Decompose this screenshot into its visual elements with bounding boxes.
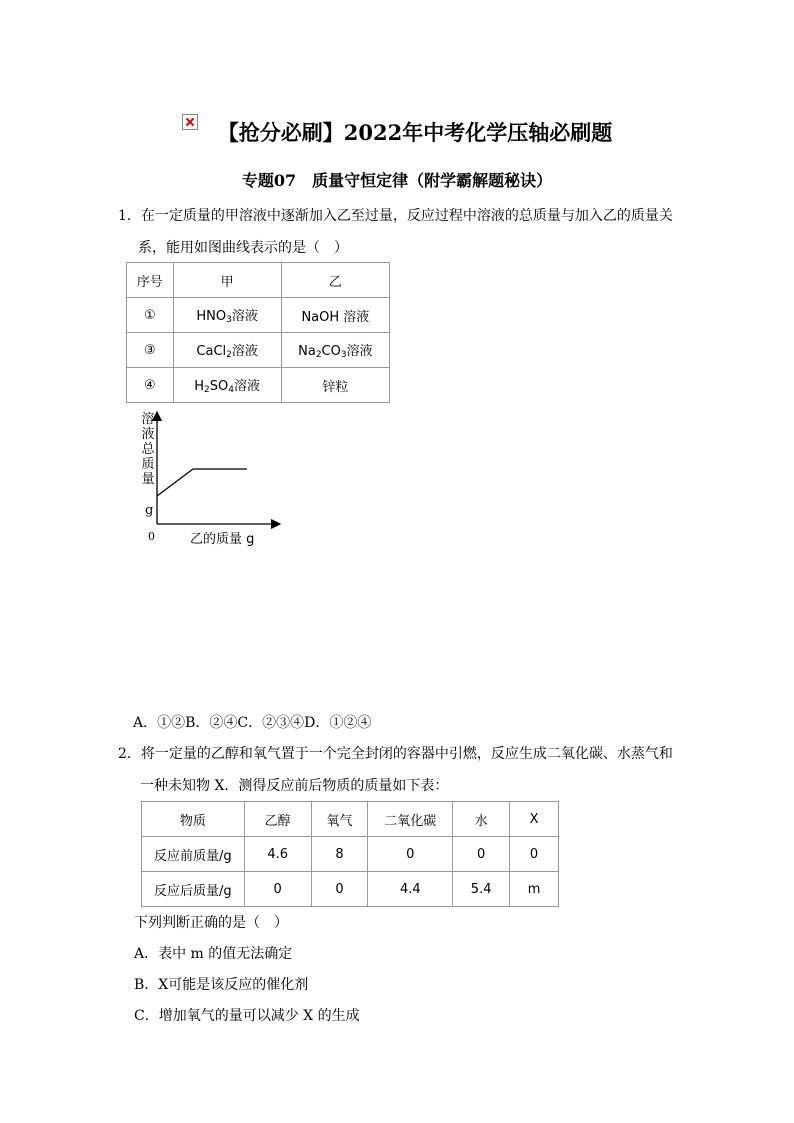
table-cell: $Na_2CO_3$溶液 [281, 333, 389, 368]
table-row [127, 368, 390, 403]
table-cell: 5.4 [453, 872, 510, 907]
table-cell: 0 [510, 837, 559, 872]
table-header-cell: 序号 [127, 263, 174, 298]
table-cell: 4.6 [244, 837, 311, 872]
x-axis-label: 乙的质量 g [190, 532, 255, 547]
table-header-row [127, 263, 390, 298]
table-cell: 反应后质量/g [142, 872, 245, 907]
table-header-row [142, 802, 559, 837]
table-cell: NaOH 溶液 [281, 298, 389, 333]
q2-option-b: B．X可能是该反应的催化剂 [134, 977, 309, 993]
table-cell: 0 [368, 837, 453, 872]
table-cell: 4.4 [368, 872, 453, 907]
q1-line1: 1．在一定质量的甲溶液中逐渐加入乙至过量，反应过程中溶液的总质量与加入乙的质量关 [118, 208, 673, 224]
table-cell: m [510, 872, 559, 907]
q1-options: A．①②B．②④C．②③④D．①②④ [133, 715, 372, 731]
table-header-cell: 二氧化碳 [368, 802, 453, 837]
table-cell: 反应前质量/g [142, 837, 245, 872]
y-axis-unit: g [145, 503, 154, 518]
table-header-cell: 乙 [281, 263, 389, 298]
table-cell: ① [127, 298, 174, 333]
table-cell: 0 [311, 872, 368, 907]
table-cell: ④ [127, 368, 174, 403]
origin-label: 0 [148, 530, 155, 543]
table-row [127, 298, 390, 333]
table-cell: CaCl$_2$溶液 [173, 333, 281, 368]
table-row [142, 872, 559, 907]
table-row [142, 837, 559, 872]
table-cell: 锌粒 [281, 368, 389, 403]
y-axis-label: 溶 液 总 质 量 [141, 412, 155, 487]
q2-option-c: C．增加氧气的量可以减少 X 的生成 [134, 1008, 360, 1024]
q2-option-a: A．表中 m 的值无法确定 [134, 946, 293, 962]
table-cell: $H_2SO_4$溶液 [173, 368, 281, 403]
table-cell: 0 [244, 872, 311, 907]
q2-prompt: 下列判断正确的是（ ） [134, 915, 288, 931]
q1-line2: 系，能用如图曲线表示的是（ ） [138, 240, 348, 256]
table-cell: 0 [453, 837, 510, 872]
table-header-cell: 乙醇 [244, 802, 311, 837]
broken-image-icon [182, 114, 198, 130]
table-header-cell: 物质 [142, 802, 245, 837]
table-header-cell: 甲 [173, 263, 281, 298]
page-subtitle: 专题07 质量守恒定律（附学霸解题秘诀） [241, 171, 553, 190]
q2-line1: 2．将一定量的乙醇和氧气置于一个完全封闭的容器中引燃，反应生成二氧化碳、水蒸气和 [118, 746, 673, 762]
q1-table [126, 262, 390, 403]
q2-table [141, 801, 559, 907]
q2-line2: 一种未知物 X．测得反应前后物质的质量如下表： [140, 778, 449, 794]
table-header-cell: X [510, 802, 559, 837]
page-title: 【抢分必刷】2022年中考化学压轴必刷题 [0, 118, 794, 148]
table-header-cell: 氧气 [311, 802, 368, 837]
table-cell: $HNO_3$溶液 [173, 298, 281, 333]
table-row [127, 333, 390, 368]
curve-line [157, 469, 247, 496]
table-header-cell: 水 [453, 802, 510, 837]
table-cell: ③ [127, 333, 174, 368]
table-cell: 8 [311, 837, 368, 872]
